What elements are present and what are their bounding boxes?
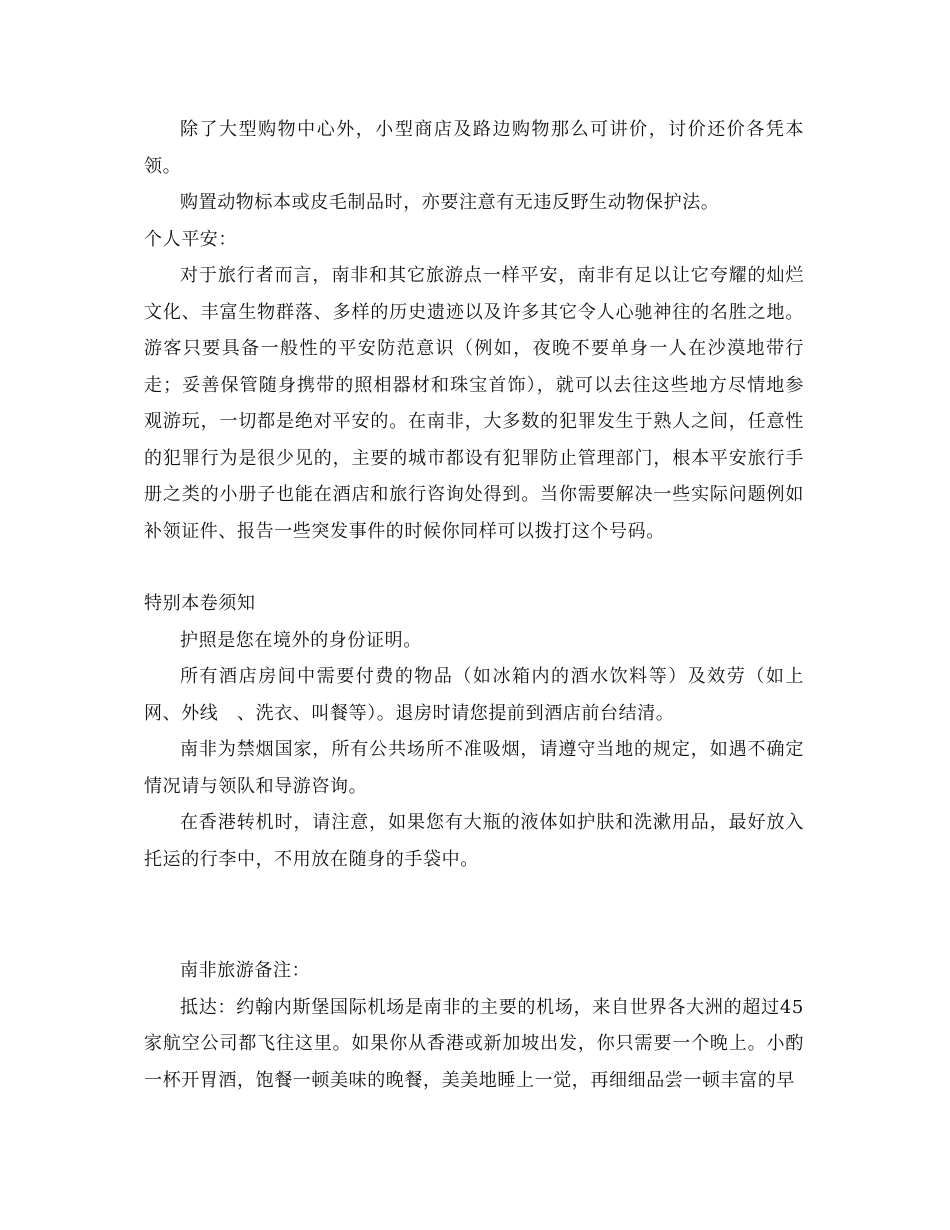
- notice-paragraph-hotel-charges: 所有酒店房间中需要付费的物品（如冰箱内的酒水饮料等）及效劳（如上网、外线 、洗衣、叫餐等）。退房时请您提前到酒店前台结清。: [144, 666, 804, 724]
- notice-heading: 特别本卷须知: [144, 593, 256, 614]
- safety-heading: 个人平安：: [144, 228, 237, 250]
- shopping-paragraph-wildlife: 购置动物标本或皮毛制品时，亦要注意有无违反野生动物保护法。: [180, 192, 720, 213]
- remarks-paragraph-arrival: 抵达：约翰内斯堡国际机场是南非的主要的机场，来自世界各大洲的超过45家航空公司都飞往这里。如果你从香港或新加坡出发，你只需要一个晚上。小酌一杯开胃酒，饱餐一顿美味的晚餐，美美地睡上一觉，再细细品尝一顿丰富的早: [144, 996, 804, 1091]
- notice-paragraph-smoking: 南非为禁烟国家，所有公共场所不准吸烟，请遵守当地的规定，如遇不确定情况请与领队和导游咨询。: [144, 739, 804, 797]
- document-page: [144, 112, 804, 1099]
- remarks-heading: 南非旅游备注：: [180, 960, 311, 981]
- notice-paragraph-hongkong-transit: 在香港转机时，请注意，如果您有大瓶的液体如护肤和洗漱用品，最好放入托运的行李中，不用放在随身的手袋中。: [144, 812, 804, 870]
- safety-paragraph: 对于旅行者而言，南非和其它旅游点一样平安，南非有足以让它夸耀的灿烂文化、丰富生物群落、多样的历史遗迹以及许多其它令人心驰神往的名胜之地。游客只要具备一般性的平安防范意识（例如，夜晚不要单身一人在沙漠地带行走；妥善保管随身携带的照相器材和珠宝首饰），就可以去往这些地方尽情地参观游玩，一切都是绝对平安的。在南非，大多数的犯罪发生于熟人之间，任意性的犯罪行为是很少见的，主要的城市都设有犯罪防止管理部门，根本平安旅行手册之类的小册子也能在酒店和旅行咨询处得到。当你需要解决一些实际问题例如补领证件、报告一些突发事件的时候你同样可以拨打这个号码。: [144, 265, 804, 542]
- section-spacer: [144, 550, 804, 586]
- notice-paragraph-passport: 护照是您在境外的身份证明。: [180, 629, 422, 651]
- shopping-paragraph-bargain: 除了大型购物中心外，小型商店及路边购物那么可讲价，讨价还价各凭本领。: [144, 119, 804, 177]
- section-spacer: [144, 878, 804, 953]
